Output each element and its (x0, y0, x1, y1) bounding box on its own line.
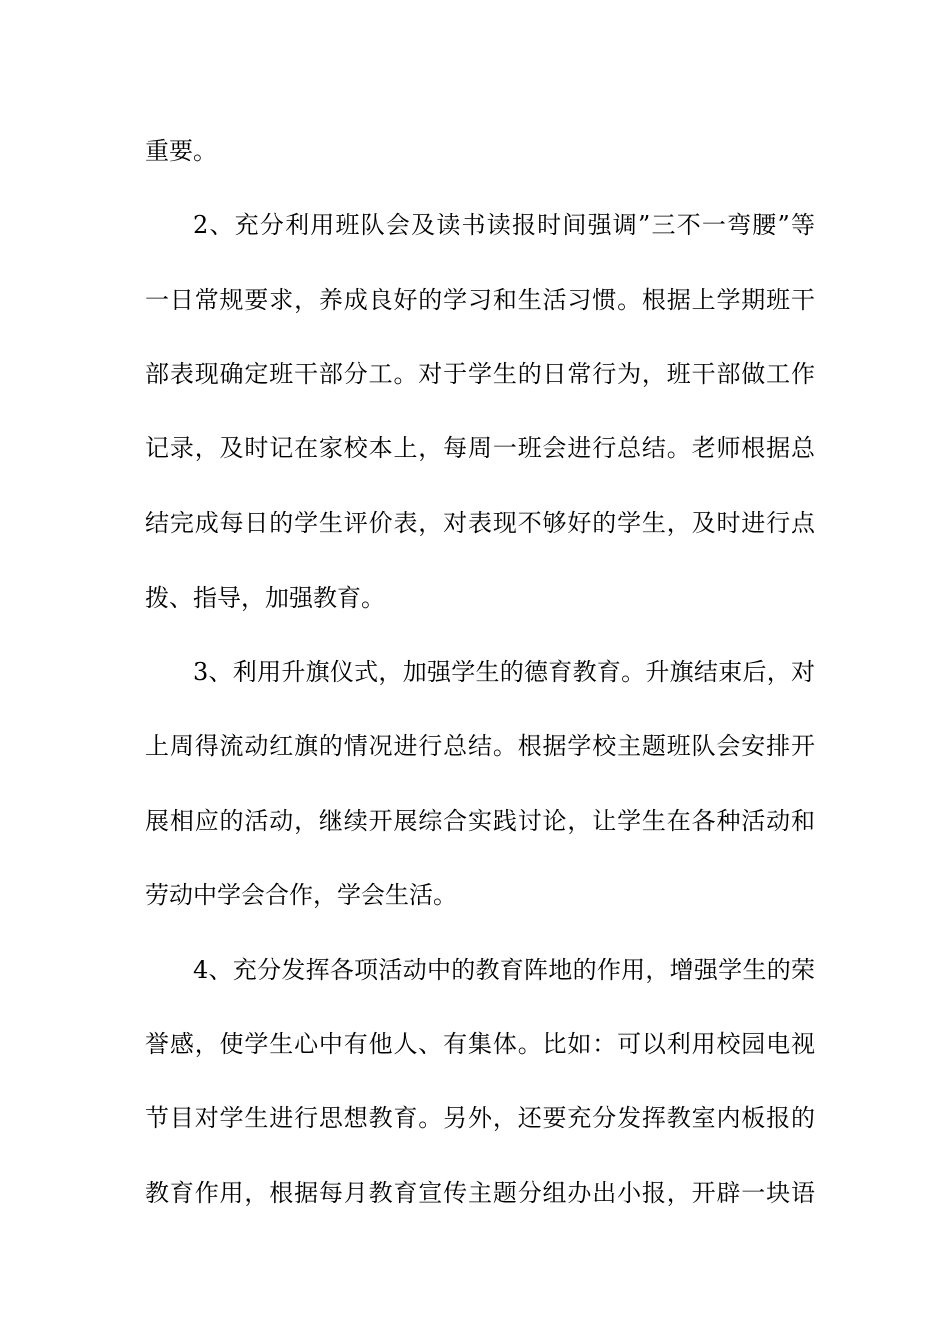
paragraph-start-line: 3、利用升旗仪式，加强学生的德育教育。升旗结束后，对 (193, 658, 815, 686)
text-line: 节目对学生进行思想教育。另外，还要充分发挥教室内板报的 (145, 1104, 815, 1132)
text-line: 一日常规要求，养成良好的学习和生活习惯。根据上学期班干 (145, 286, 815, 314)
text-line: 教育作用，根据每月教育宣传主题分组办出小报，开辟一块语 (145, 1179, 815, 1207)
text-line: 部表现确定班干部分工。对于学生的日常行为，班干部做工作 (145, 360, 815, 388)
text-line: 誉感，使学生心中有他人、有集体。比如：可以利用校园电视 (145, 1030, 815, 1058)
text-line: 劳动中学会合作，学会生活。 (145, 881, 457, 909)
text-line: 记录，及时记在家校本上，每周一班会进行总结。老师根据总 (145, 434, 815, 462)
text-line: 结完成每日的学生评价表，对表现不够好的学生，及时进行点 (145, 509, 815, 537)
paragraph-start-line: 4、充分发挥各项活动中的教育阵地的作用，增强学生的荣 (193, 956, 815, 984)
text-line: 重要。 (145, 137, 217, 165)
text-line: 拨、指导，加强教育。 (145, 584, 385, 612)
paragraph-start-line: 2、充分利用班队会及读书读报时间强调”三不一弯腰”等 (193, 211, 815, 239)
text-line: 展相应的活动，继续开展综合实践讨论，让学生在各种活动和 (145, 807, 815, 835)
text-line: 上周得流动红旗的情况进行总结。根据学校主题班队会安排开 (145, 732, 815, 760)
